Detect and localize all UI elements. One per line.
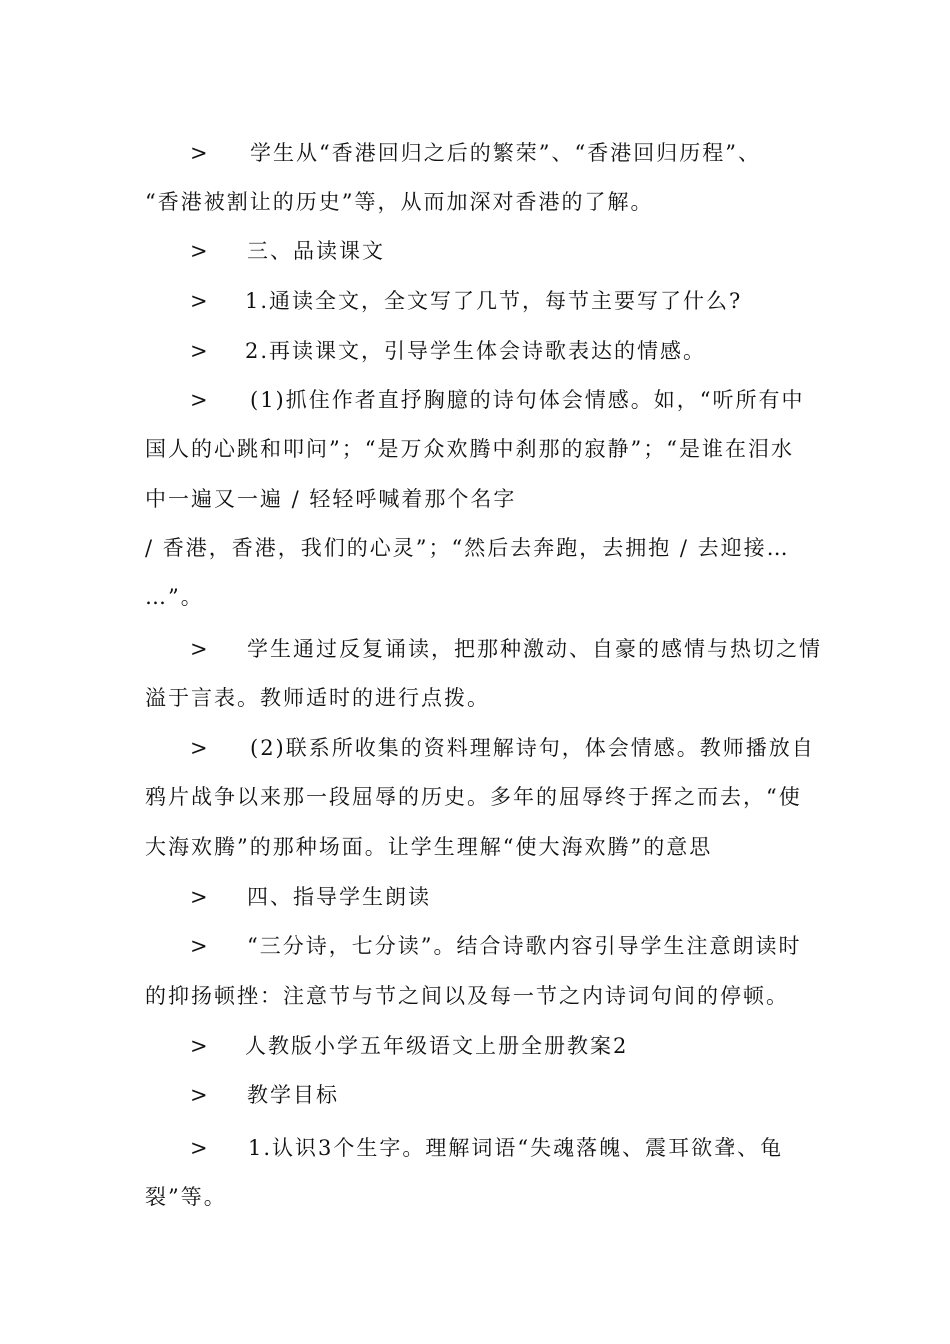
bullet-marker: > bbox=[190, 289, 208, 313]
text-line: 2.再读课文，引导学生体会诗歌表达的情感。 bbox=[245, 339, 707, 363]
bullet-marker: > bbox=[190, 239, 208, 263]
section-heading: 三、品读课文 bbox=[247, 239, 385, 263]
text-line: 大海欢腾”的那种场面。让学生理解“使大海欢腾”的意思 bbox=[145, 835, 713, 859]
text-line: (1)抓住作者直抒胸臆的诗句体会情感。如，“听所有中 bbox=[250, 388, 805, 412]
bullet-marker: > bbox=[190, 885, 208, 909]
text-line: 学生从“香港回归之后的繁荣”、“香港回归历程”、 bbox=[250, 141, 761, 165]
text-line: 1.认识3个生字。理解词语“失魂落魄、震耳欲聋、龟 bbox=[248, 1136, 784, 1160]
text-line: 鸦片战争以来那一段屈辱的历史。多年的屈辱终于挥之而去，“使 bbox=[145, 785, 802, 809]
text-line: (2)联系所收集的资料理解诗句，体会情感。教师播放自 bbox=[250, 736, 815, 760]
bullet-marker: > bbox=[190, 1083, 208, 1107]
text-line: 裂”等。 bbox=[145, 1185, 227, 1209]
section-heading: 教学目标 bbox=[247, 1083, 339, 1107]
text-line: 的抑扬顿挫：注意节与节之间以及每一节之内诗词句间的停顿。 bbox=[145, 984, 789, 1008]
text-line: 国人的心跳和叩问”；“是万众欢腾中刹那的寂静”；“是谁在泪水 bbox=[145, 437, 794, 461]
bullet-marker: > bbox=[190, 736, 208, 760]
bullet-marker: > bbox=[190, 1034, 208, 1058]
bullet-marker: > bbox=[190, 388, 208, 412]
text-line: …”。 bbox=[145, 585, 204, 609]
text-line: 中一遍又一遍 / 轻轻呼喊着那个名字 bbox=[145, 487, 517, 511]
section-heading: 人教版小学五年级语文上册全册教案2 bbox=[245, 1034, 629, 1058]
section-heading: 四、指导学生朗读 bbox=[247, 885, 431, 909]
text-line: “香港被割让的历史”等，从而加深对香港的了解。 bbox=[145, 190, 654, 214]
bullet-marker: > bbox=[190, 1136, 208, 1160]
bullet-marker: > bbox=[190, 637, 208, 661]
bullet-marker: > bbox=[190, 339, 208, 363]
text-line: “三分诗，七分读”。结合诗歌内容引导学生注意朗读时 bbox=[247, 934, 802, 958]
bullet-marker: > bbox=[190, 934, 208, 958]
text-line: 溢于言表。教师适时的进行点拨。 bbox=[145, 686, 490, 710]
text-line: 1.通读全文，全文写了几节，每节主要写了什么? bbox=[245, 289, 743, 313]
bullet-marker: > bbox=[190, 141, 208, 165]
text-line: / 香港，香港，我们的心灵”；“然后去奔跑，去拥抱 / 去迎接… bbox=[145, 536, 790, 560]
text-line: 学生通过反复诵读，把那种激动、自豪的感情与热切之情 bbox=[247, 637, 822, 661]
